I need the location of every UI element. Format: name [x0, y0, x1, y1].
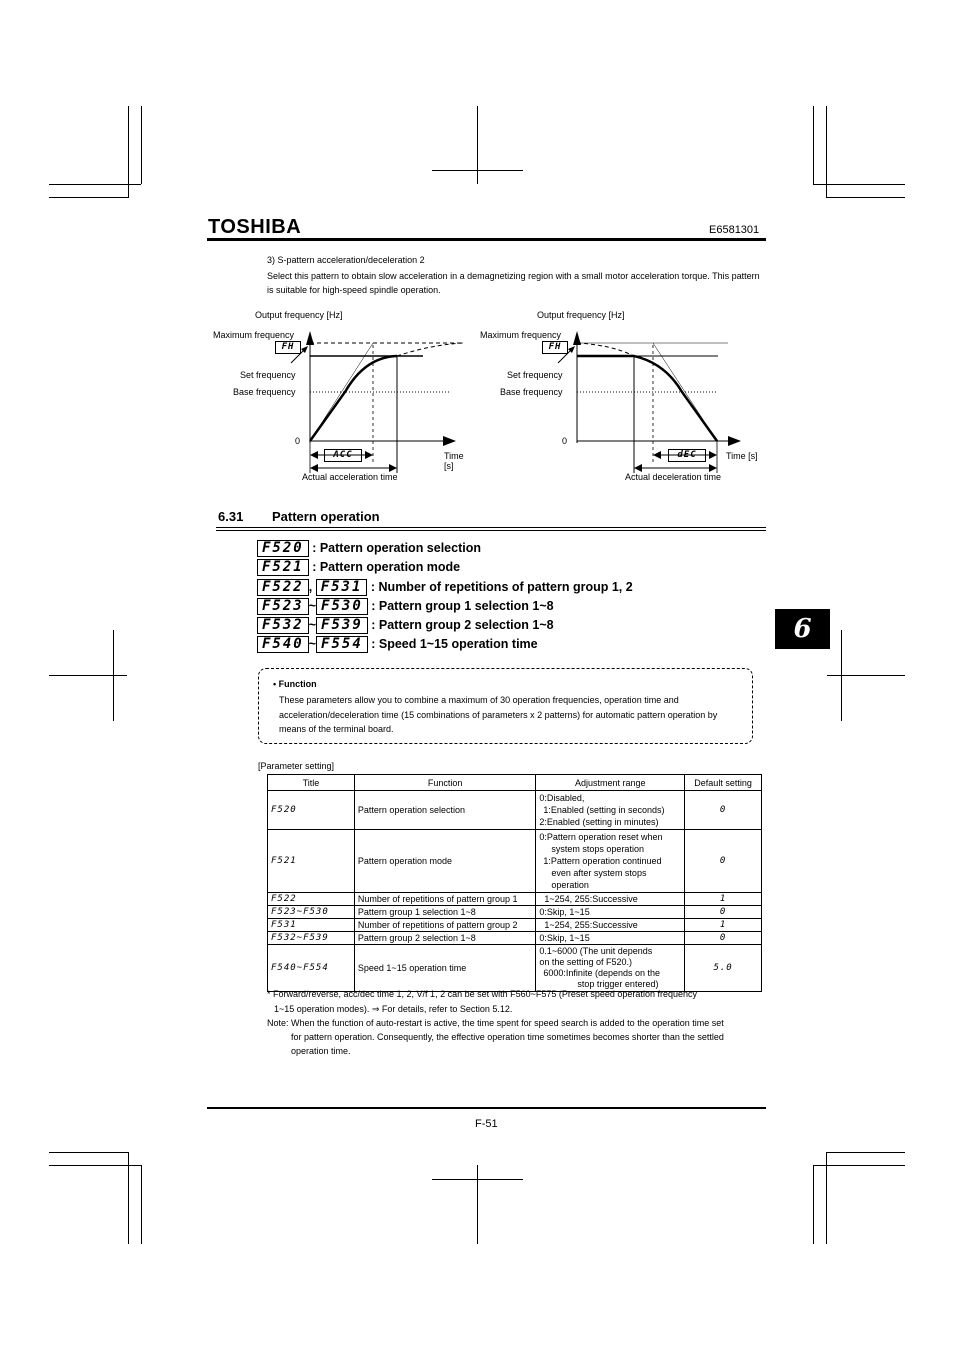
table-row — [268, 919, 762, 932]
decel-max-label: Maximum frequency — [480, 330, 562, 340]
decel-figure — [472, 305, 772, 485]
parameter-table — [267, 774, 762, 992]
table-header-range: Adjustment range — [536, 775, 685, 791]
accel-acc-box: ACC — [324, 449, 362, 462]
param-title-f520 — [257, 540, 481, 557]
table-row — [268, 830, 762, 893]
footnote-line-1: * Forward/reverse, acc/dec time 1, 2, V/f 1, 2 can be set with F560~F575 (Preset speed operation frequency — [267, 989, 697, 999]
footnote-line-2: 1~15 operation modes). ⇒ For details, refer to Section 5.12. — [274, 1004, 513, 1014]
accel-actual-label: Actual acceleration time — [302, 472, 398, 482]
cell-range — [536, 791, 685, 830]
range-line: 1:Pattern operation continued — [543, 856, 662, 866]
cell-default: 0 — [685, 906, 762, 919]
accel-base-label: Base frequency — [233, 387, 296, 397]
decel-actual-label: Actual deceleration time — [625, 472, 722, 482]
header-rule — [207, 238, 766, 241]
accel-zero-label: 0 — [295, 436, 301, 446]
param-title-f523-f530 — [257, 598, 554, 615]
param-code-box: F520 — [257, 540, 309, 557]
range-line: 1:Enabled (setting in seconds) — [543, 805, 665, 815]
param-setting-label: [Parameter setting] — [258, 761, 335, 771]
accel-fh-box: FH — [275, 341, 301, 354]
param-title-desc: : Speed 1~15 operation time — [371, 637, 538, 651]
intro-heading: 3) S-pattern acceleration/deceleration 2 — [267, 255, 425, 265]
param-code-box: F523 — [257, 598, 309, 615]
param-title-f521 — [257, 559, 460, 576]
table-header-default: Default setting — [685, 775, 762, 791]
cell-function: Pattern group 1 selection 1~8 — [354, 906, 536, 919]
chapter-tab — [775, 609, 830, 649]
cell-title: F523~F530 — [268, 906, 355, 919]
cell-function: Speed 1~15 operation time — [354, 945, 536, 992]
param-code-box: F554 — [316, 636, 368, 653]
decel-dec-box: dEC — [668, 449, 706, 462]
param-code-box: F540 — [257, 636, 309, 653]
cell-range — [536, 945, 685, 992]
accel-set-label: Set frequency — [240, 370, 296, 380]
range-line: system stops operation — [551, 844, 644, 854]
note-line-1: When the function of auto-restart is active, the time spent for speed search is added to the operation time set — [291, 1018, 724, 1028]
param-code-box: F522 — [257, 579, 309, 596]
param-separator: ~ — [308, 637, 317, 651]
note-line-3: operation time. — [291, 1046, 351, 1056]
cell-default: 0 — [685, 791, 762, 830]
cell-default: 0 — [685, 932, 762, 945]
cell-range: 1~254, 255:Successive — [536, 893, 685, 906]
section-rule — [216, 527, 766, 528]
table-header-title: Title — [268, 775, 355, 791]
cell-default: 1 — [685, 919, 762, 932]
table-row — [268, 945, 762, 992]
cell-title: F522 — [268, 893, 355, 906]
section-title: Pattern operation — [272, 509, 380, 524]
range-line: 6000:Infinite (depends on the — [543, 968, 660, 978]
cell-function: Number of repetitions of pattern group 2 — [354, 919, 536, 932]
cell-title: F521 — [268, 830, 355, 893]
param-title-f522-f531 — [257, 579, 633, 596]
cell-range — [536, 830, 685, 893]
cell-title: F532~F539 — [268, 932, 355, 945]
range-line: 2:Enabled (setting in minutes) — [539, 817, 659, 827]
cell-range: 0:Skip, 1~15 — [536, 906, 685, 919]
function-box — [258, 668, 753, 744]
range-line: 0:Pattern operation reset when — [539, 832, 663, 842]
decel-time-label: Time [s] — [726, 451, 758, 461]
range-line: even after system stops — [551, 868, 647, 878]
table-row — [268, 791, 762, 830]
cell-function: Pattern operation mode — [354, 830, 536, 893]
table-header-row — [268, 775, 762, 791]
param-title-desc: : Number of repetitions of pattern group 1, 2 — [370, 580, 633, 594]
function-text: These parameters allow you to combine a maximum of 30 operation frequencies, operation time and acceleration/deceleration time (15 combinations of parameters x 2 patterns) for automatic pattern operation by means of the terminal board. — [279, 695, 718, 734]
param-code-box: F532 — [257, 617, 309, 634]
param-code-box: F531 — [316, 579, 368, 596]
cell-range: 0:Skip, 1~15 — [536, 932, 685, 945]
range-line: 0:Disabled, — [539, 793, 585, 803]
param-separator: ~ — [308, 618, 317, 632]
toshiba-logo: TOSHIBA — [208, 216, 302, 238]
table-row — [268, 893, 762, 906]
accel-figure — [205, 305, 475, 485]
decel-zero-label: 0 — [562, 436, 568, 446]
note-line-2: for pattern operation. Consequently, the effective operation time sometimes becomes shorter than the settled — [291, 1032, 724, 1042]
function-title: • Function — [273, 679, 317, 689]
param-separator: , — [308, 580, 313, 594]
decel-fh-box: FH — [542, 341, 568, 354]
intro-text: Select this pattern to obtain slow acceleration in a demagnetizing region with a small motor acceleration torque. This pattern is suitable for high-speed spindle operation. — [267, 271, 760, 295]
cell-title: F531 — [268, 919, 355, 932]
param-code-box: F530 — [316, 598, 368, 615]
decel-base-label: Base frequency — [500, 387, 563, 397]
table-row — [268, 906, 762, 919]
range-line: operation — [551, 880, 589, 890]
accel-y-title: Output frequency [Hz] — [255, 310, 343, 320]
param-title-f532-f539 — [257, 617, 554, 634]
cell-default: 5.0 — [685, 945, 762, 992]
cell-default: 1 — [685, 893, 762, 906]
note-label: Note: — [267, 1018, 289, 1028]
cell-function: Pattern group 2 selection 1~8 — [354, 932, 536, 945]
param-title-f540-f554 — [257, 636, 538, 653]
param-code-box: F521 — [257, 559, 309, 576]
section-number: 6.31 — [218, 509, 244, 524]
param-title-desc: : Pattern operation mode — [312, 560, 461, 574]
cell-default: 0 — [685, 830, 762, 893]
param-separator: ~ — [308, 599, 317, 613]
accel-max-label: Maximum frequency — [213, 330, 295, 340]
section-rule-2 — [216, 530, 766, 531]
cell-range: 1~254, 255:Successive — [536, 919, 685, 932]
table-header-function: Function — [354, 775, 536, 791]
decel-y-title: Output frequency [Hz] — [537, 310, 625, 320]
cell-title: F520 — [268, 791, 355, 830]
param-code-box: F539 — [316, 617, 368, 634]
page-number: F-51 — [475, 1118, 498, 1130]
range-line: on the setting of F520.) — [539, 957, 632, 967]
cell-function: Number of repetitions of pattern group 1 — [354, 893, 536, 906]
accel-time-label: Time [s] — [444, 451, 464, 471]
cell-function: Pattern operation selection — [354, 791, 536, 830]
doc-number: E6581301 — [709, 224, 760, 236]
range-line: stop trigger entered) — [577, 979, 659, 989]
decel-set-label: Set frequency — [507, 370, 563, 380]
table-row — [268, 932, 762, 945]
cell-title: F540~F554 — [268, 945, 355, 992]
chapter-number: 6 — [793, 614, 812, 644]
footer-rule — [207, 1107, 766, 1109]
range-line: 0.1~6000 (The unit depends — [539, 946, 653, 956]
param-title-desc: : Pattern operation selection — [312, 541, 481, 555]
param-title-desc: : Pattern group 1 selection 1~8 — [371, 599, 554, 613]
param-title-desc: : Pattern group 2 selection 1~8 — [371, 618, 554, 632]
